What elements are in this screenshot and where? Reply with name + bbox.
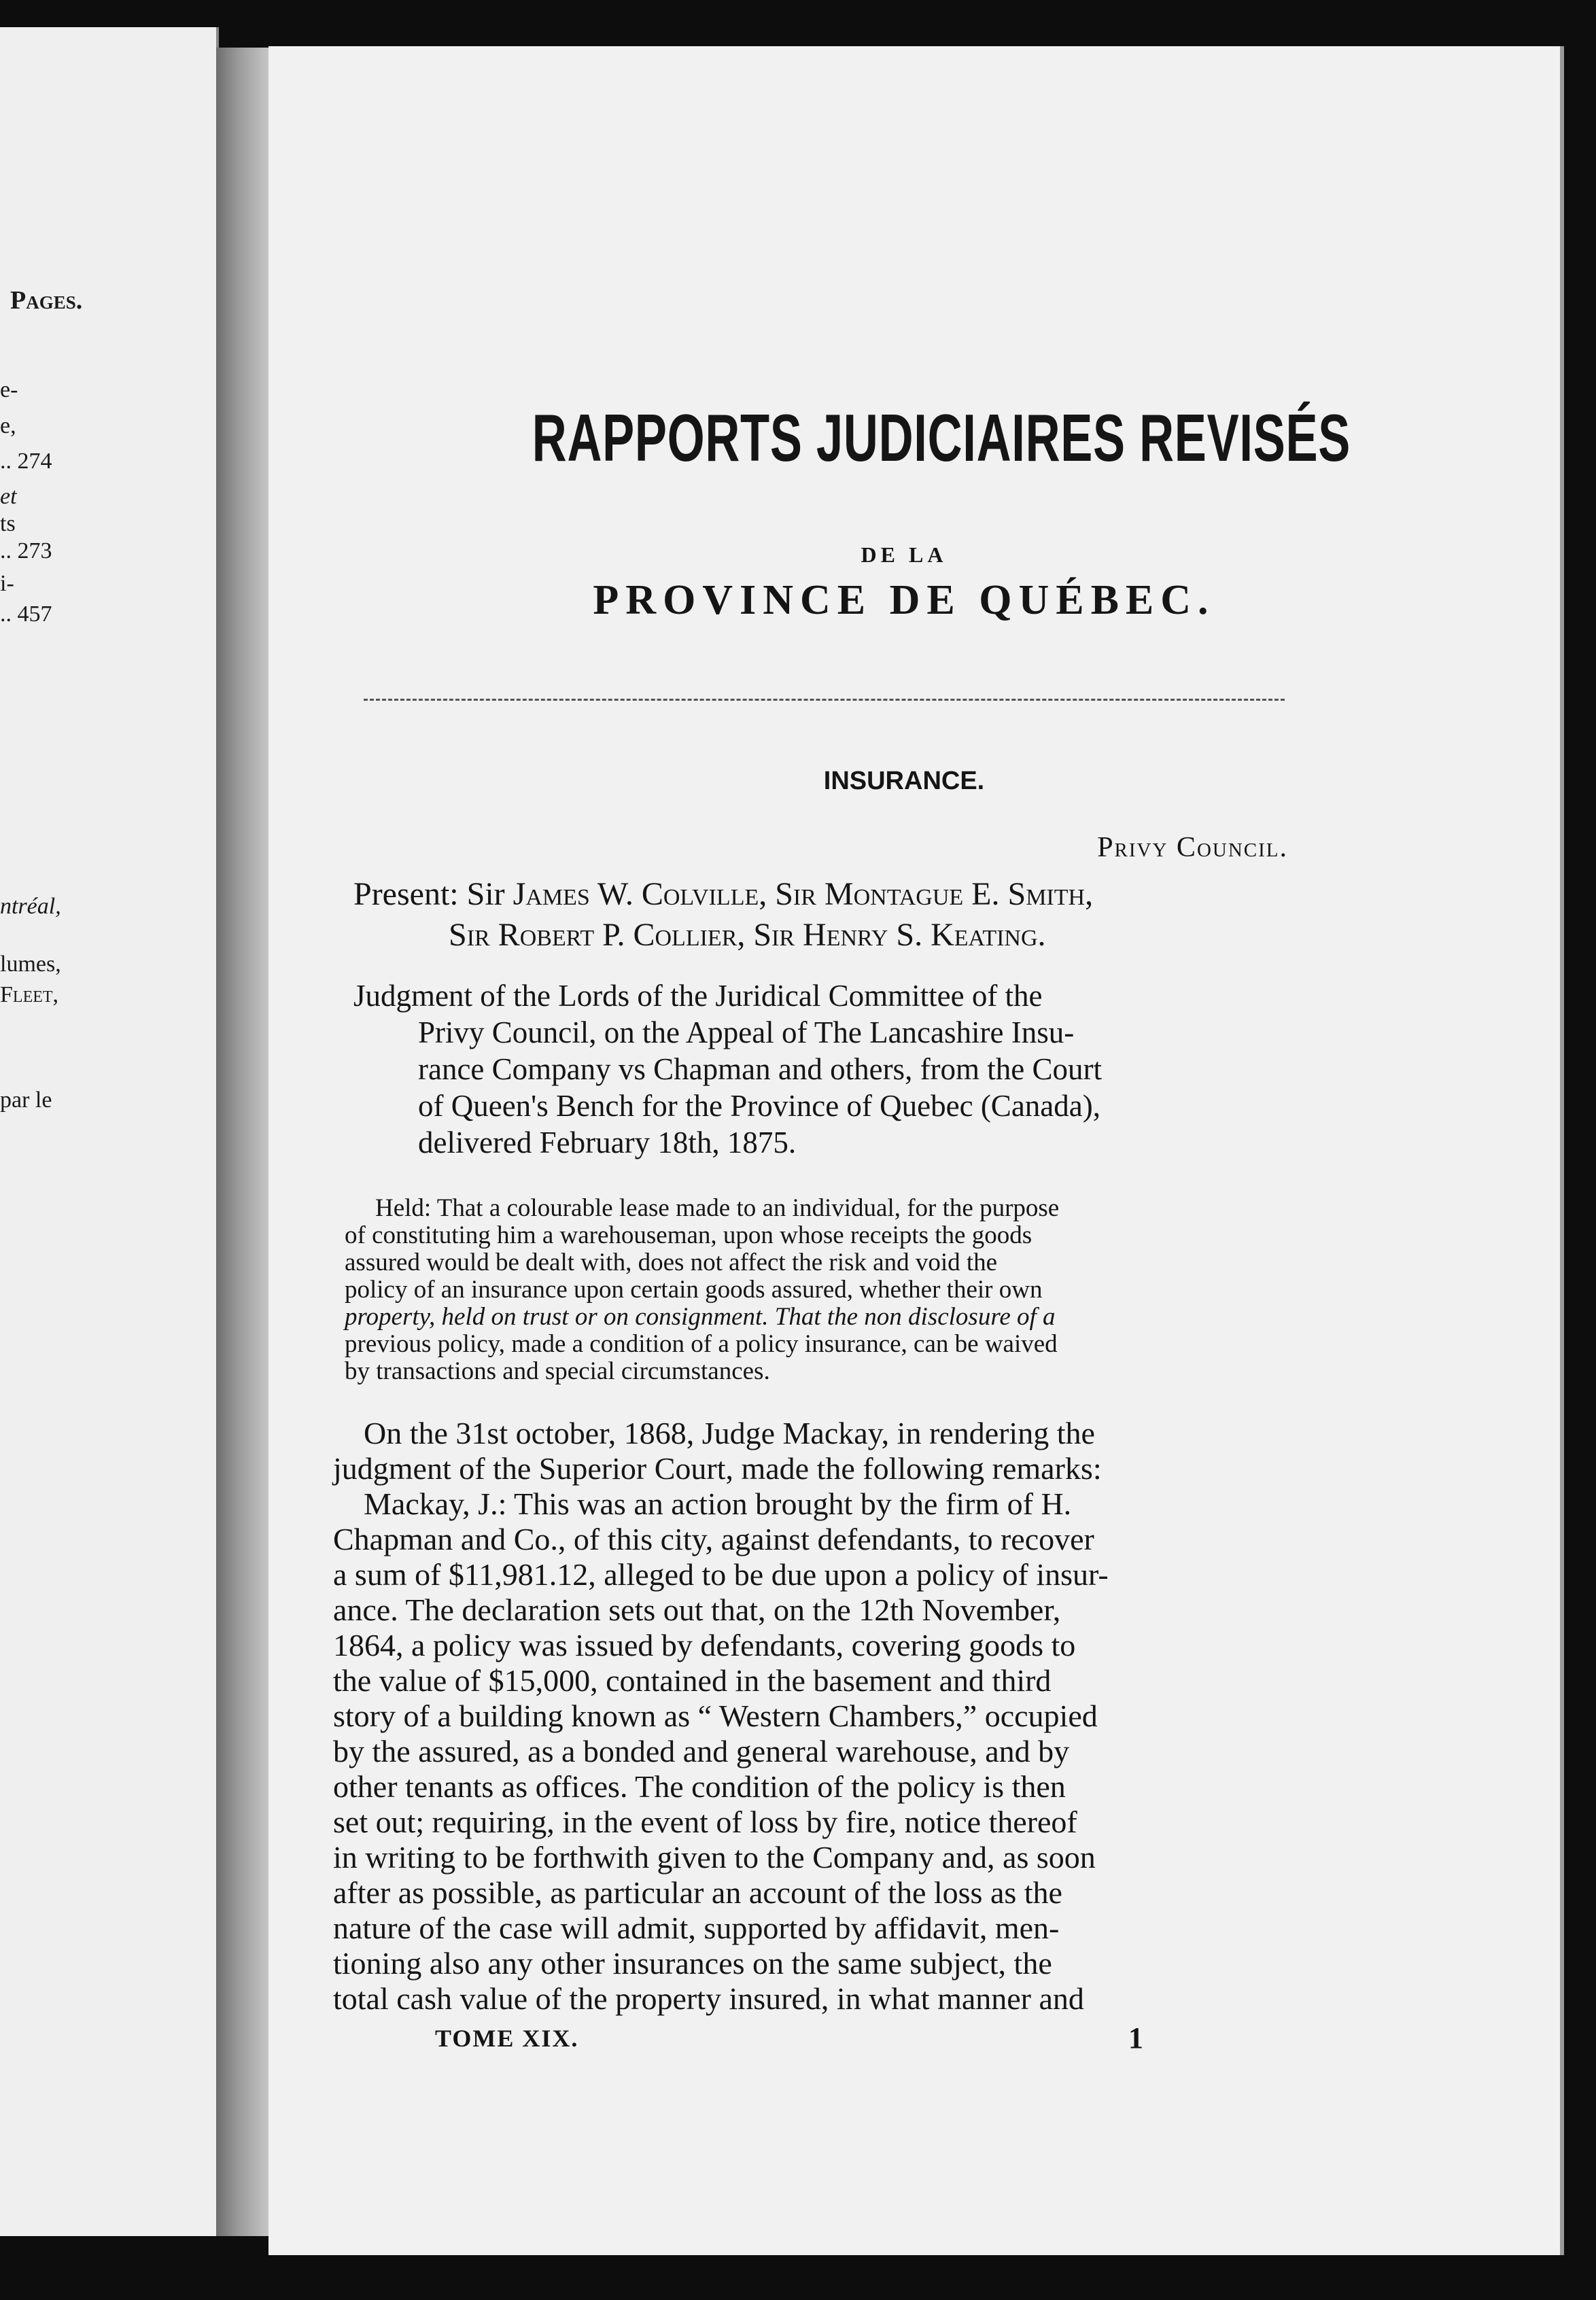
left-page-fragment: et — [0, 484, 17, 509]
left-page-fragment: .. 274 — [0, 449, 52, 474]
present-judges-line-1 — [353, 875, 1285, 913]
body-line: after as possible, as particular an account of the loss as the — [333, 1875, 1062, 1910]
footer-volume: TOME XIX. — [435, 2025, 579, 2052]
body-line: ance. The declaration sets out that, on the 12th November, — [333, 1592, 1061, 1627]
body-line: a sum of $11,981.12, alleged to be due upon a policy of insur- — [333, 1557, 1109, 1592]
body-line: judgment of the Superior Court, made the following remarks: — [333, 1451, 1102, 1486]
body-line: Mackay, J.: This was an action brought by the firm of H. — [364, 1486, 1072, 1521]
document-page — [268, 46, 1564, 2255]
page-number: 1 — [1128, 2021, 1143, 2055]
left-page-fragment: ntréal, — [0, 894, 61, 919]
held-line: previous policy, made a condition of a policy insurance, can be waived — [345, 1330, 1058, 1358]
body-line: in writing to be forthwith given to the Company and, as soon — [333, 1840, 1096, 1875]
judgment-line: Privy Council, on the Appeal of The Lancashire Insu- — [418, 1015, 1075, 1049]
left-page-fragment: Fleet, — [0, 982, 59, 1007]
left-page-fragment: par le — [0, 1087, 52, 1113]
page-title: RAPPORTS JUDICIAIRES REVISÉS — [532, 400, 1351, 475]
held-line: Held: That a colourable lease made to an individual, for the purpose — [375, 1194, 1060, 1222]
judgment-summary — [353, 977, 1285, 1161]
left-page-fragment: .. 273 — [0, 538, 52, 563]
title-province: PROVINCE DE QUÉBEC. — [593, 577, 1215, 623]
body-line: story of a building known as “ Western Chambers,” occupied — [333, 1698, 1098, 1733]
judgment-line: Judgment of the Lords of the Juridical Committee of the — [353, 979, 1043, 1013]
left-page-header: Pages. — [10, 286, 83, 315]
held-line: property, held on trust or on consignment. That the non disclosure of a — [345, 1303, 1056, 1331]
held-line: assured would be dealt with, does not affect the risk and void the — [345, 1249, 998, 1276]
section-heading: INSURANCE. — [823, 767, 985, 795]
body-line: nature of the case will admit, supported by affidavit, men- — [333, 1911, 1060, 1945]
body-line: tioning also any other insurances on the same subject, the — [333, 1946, 1052, 1981]
body-line: the value of $15,000, contained in the basement and third — [333, 1663, 1052, 1698]
held-line: policy of an insurance upon certain goods assured, whether their own — [345, 1276, 1043, 1304]
book-gutter — [216, 48, 271, 2236]
judge-names: James W. Colville, Sir Montague E. Smith, — [513, 876, 1094, 912]
left-page-fragment: e- — [0, 377, 18, 402]
court-name: Privy Council. — [1097, 832, 1288, 863]
title-divider — [364, 699, 1285, 701]
judgment-line: delivered February 18th, 1875. — [418, 1126, 797, 1160]
present-label: Present: Sir — [353, 876, 513, 912]
body-line: Chapman and Co., of this city, against defendants, to recover — [333, 1522, 1094, 1556]
body-line: by the assured, as a bonded and general warehouse, and by — [333, 1734, 1070, 1768]
body-line: On the 31st october, 1868, Judge Mackay, in rendering the — [364, 1416, 1095, 1450]
held-line: by transactions and special circumstances. — [345, 1357, 770, 1385]
body-line: total cash value of the property insured, in what manner and — [333, 1981, 1084, 2016]
judgment-line: rance Company vs Chapman and others, from the Court — [418, 1052, 1103, 1086]
judgment-line: of Queen's Bench for the Province of Quebec (Canada), — [418, 1089, 1100, 1123]
body-text — [333, 1416, 1278, 2017]
left-page-fragment: .. 457 — [0, 602, 52, 627]
held-line: of constituting him a warehouseman, upon whose receipts the goods — [345, 1221, 1033, 1249]
left-page-fragment: e, — [0, 413, 16, 438]
body-line: set out; requiring, in the event of loss by fire, notice thereof — [333, 1805, 1077, 1839]
left-page-fragment: lumes, — [0, 952, 61, 977]
left-page-fragment: i- — [0, 571, 14, 596]
held-headnote — [345, 1195, 1289, 1385]
left-page-fragment: ts — [0, 511, 16, 536]
present-judges-line-2: Sir Robert P. Collier, Sir Henry S. Keating. — [449, 917, 1046, 953]
left-facing-page — [0, 27, 219, 2236]
body-line: 1864, a policy was issued by defendants, covering goods to — [333, 1628, 1076, 1662]
title-connector: DE LA — [861, 542, 948, 567]
body-line: other tenants as offices. The condition of the policy is then — [333, 1769, 1066, 1804]
